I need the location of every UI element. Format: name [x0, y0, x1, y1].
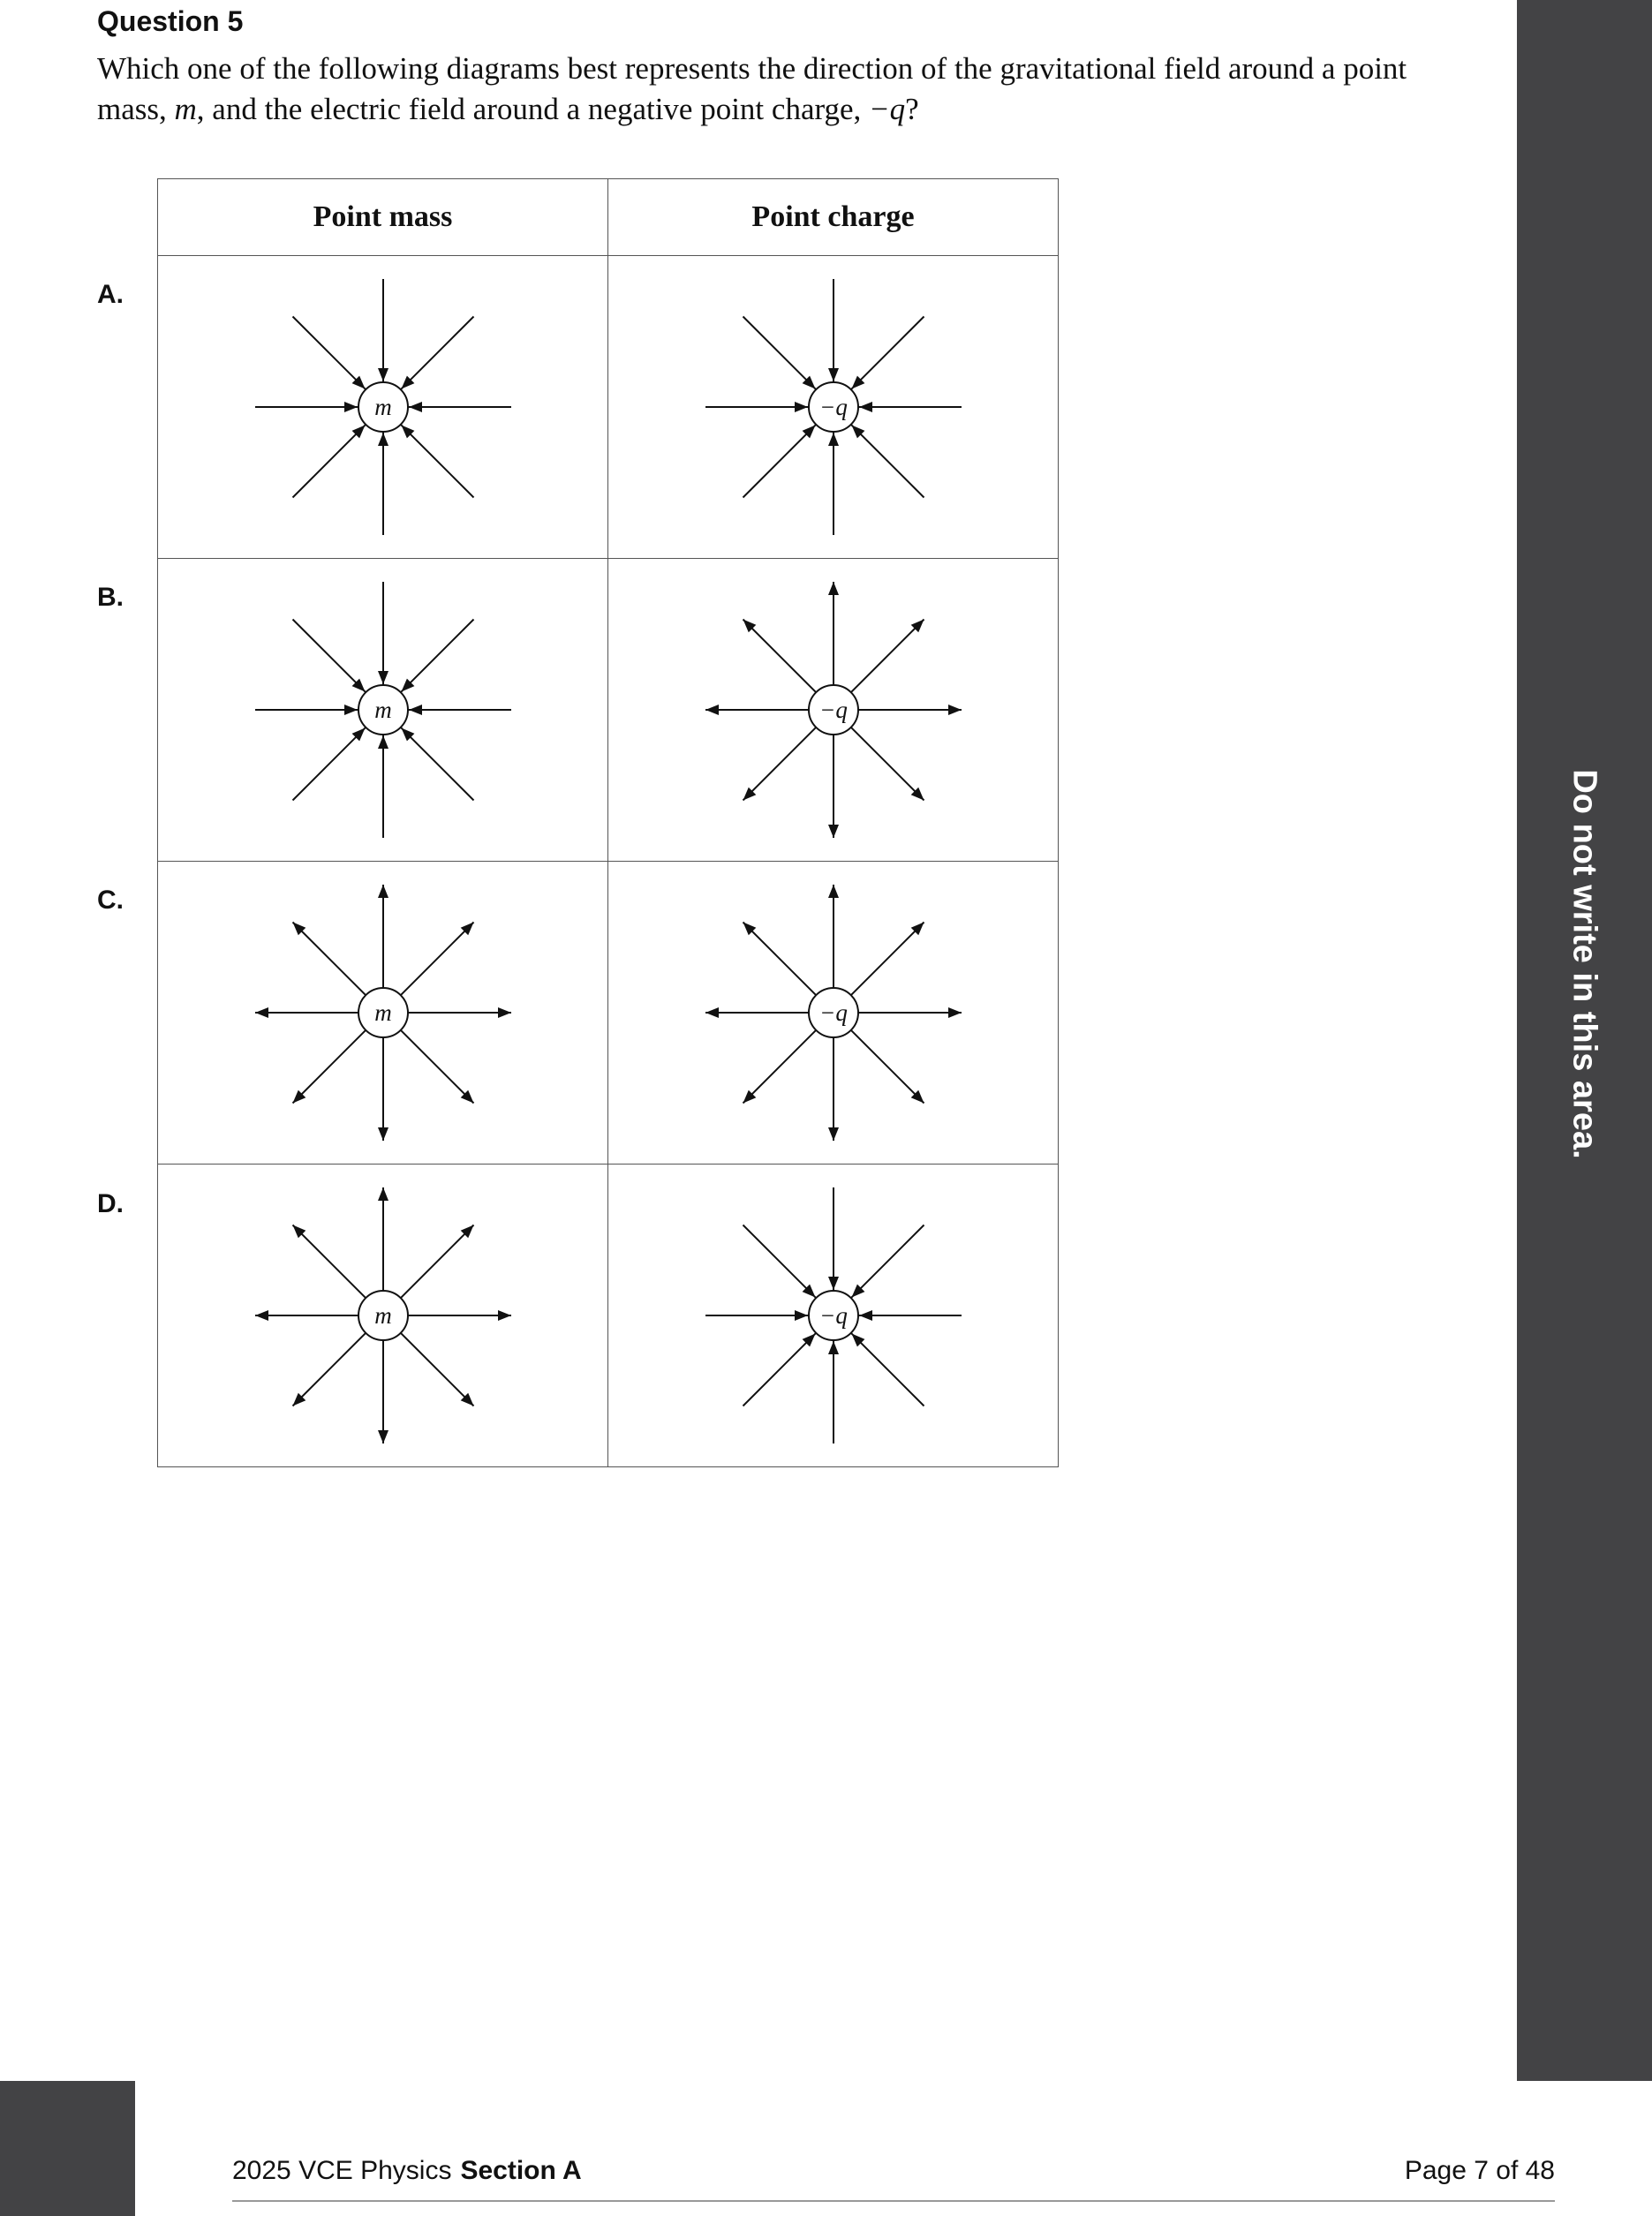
option-b-charge-cell: [608, 559, 1059, 862]
arrowhead-up: [828, 1277, 839, 1290]
option-a-letter: A.: [97, 280, 124, 309]
header-point-charge: Point charge: [608, 179, 1059, 256]
field-line-down-right: [850, 425, 924, 498]
field-line-up-left: [292, 923, 366, 996]
arrowhead-left: [705, 1007, 719, 1018]
field-line-down-left: [743, 425, 816, 498]
question-text: [97, 49, 1422, 130]
page-number: Page 7 of 48: [1404, 2156, 1555, 2185]
arrowhead-down: [828, 433, 839, 446]
field-line-up-right: [400, 1225, 473, 1299]
option-b-mass-cell: [158, 559, 608, 862]
field-line-down-left: [743, 1333, 816, 1406]
charge-label: −q: [818, 1302, 848, 1329]
arrowhead-up: [828, 885, 839, 898]
option-row-d: [158, 1165, 1059, 1467]
field-line-down-left: [292, 1030, 366, 1104]
option-a-mass-field-diagram: [242, 266, 524, 548]
field-line-down-right: [850, 1333, 924, 1406]
mass-label: m: [373, 697, 392, 723]
field-line-up-right: [400, 923, 473, 996]
field-line-up-left: [292, 317, 366, 390]
arrowhead-down: [828, 825, 839, 838]
option-c-charge-cell: [608, 862, 1059, 1165]
field-line-up-left: [743, 317, 816, 390]
field-line-up-right: [400, 317, 473, 390]
charge-label: −q: [818, 999, 848, 1026]
field-line-up-right: [850, 923, 924, 996]
do-not-write-notice: Do not write in this area.: [1565, 769, 1603, 1159]
field-line-down-left: [743, 1030, 816, 1104]
field-line-down-left: [292, 1333, 366, 1406]
charge-symbol: −q: [869, 92, 906, 126]
charge-label: −q: [818, 697, 848, 723]
option-c-mass-field-diagram: [242, 871, 524, 1154]
arrowhead-right: [859, 402, 872, 412]
arrowhead-down: [378, 735, 388, 749]
arrowhead-down: [378, 433, 388, 446]
arrowhead-up: [378, 885, 388, 898]
field-line-up-left: [292, 620, 366, 693]
footer-rule: [232, 2200, 1555, 2202]
option-a-mass-cell: [158, 256, 608, 559]
field-line-down-right: [400, 727, 473, 801]
option-c-mass-cell: [158, 862, 608, 1165]
arrowhead-left: [255, 1007, 268, 1018]
arrowhead-left: [255, 1310, 268, 1321]
footer-exam-name: 2025 VCE Physics: [232, 2156, 452, 2185]
field-line-up-left: [743, 923, 816, 996]
field-line-up-right: [850, 317, 924, 390]
question-text-part1: Which one of the following diagrams best represents the direction of the gravitational field around a point mass,: [97, 51, 1407, 126]
arrowhead-right: [498, 1310, 511, 1321]
footer-section: Section A: [460, 2156, 582, 2185]
arrowhead-left: [705, 705, 719, 715]
header-point-mass: Point mass: [158, 179, 608, 256]
arrowhead-up: [378, 1187, 388, 1201]
arrowhead-right: [498, 1007, 511, 1018]
option-d-charge-cell: [608, 1165, 1059, 1467]
field-line-down-right: [400, 1333, 473, 1406]
field-line-down-left: [292, 727, 366, 801]
field-line-down-left: [292, 425, 366, 498]
option-b-charge-field-diagram: [692, 569, 975, 851]
arrowhead-right: [409, 402, 422, 412]
field-line-down-left: [743, 727, 816, 801]
option-b-letter: B.: [97, 583, 124, 612]
mass-symbol: m: [174, 92, 197, 126]
arrowhead-right: [948, 705, 962, 715]
arrowhead-right: [859, 1310, 872, 1321]
arrowhead-down: [378, 1127, 388, 1141]
option-a-charge-field-diagram: [692, 266, 975, 548]
field-line-down-right: [850, 1030, 924, 1104]
arrowhead-right: [948, 1007, 962, 1018]
footer-exam-label: [232, 2156, 582, 2186]
field-line-up-left: [292, 1225, 366, 1299]
option-a-charge-cell: [608, 256, 1059, 559]
option-c-charge-field-diagram: [692, 871, 975, 1154]
option-b-mass-field-diagram: [242, 569, 524, 851]
option-d-letter: D.: [97, 1189, 124, 1218]
arrowhead-down: [828, 1127, 839, 1141]
arrowhead-up: [378, 671, 388, 684]
question-text-part3: ?: [905, 92, 919, 126]
mass-label: m: [373, 1302, 392, 1329]
option-d-mass-field-diagram: [242, 1174, 524, 1457]
field-line-up-right: [400, 620, 473, 693]
arrowhead-left: [795, 402, 808, 412]
arrowhead-up: [378, 368, 388, 381]
arrowhead-right: [409, 705, 422, 715]
arrowhead-left: [795, 1310, 808, 1321]
field-line-up-right: [850, 620, 924, 693]
option-c-letter: C.: [97, 886, 124, 915]
corner-block: [0, 2081, 135, 2216]
option-row-a: [158, 256, 1059, 559]
question-title: Question 5: [97, 5, 244, 37]
field-line-down-right: [400, 1030, 473, 1104]
option-row-c: [158, 862, 1059, 1165]
arrowhead-up: [828, 368, 839, 381]
arrowhead-left: [344, 402, 358, 412]
mass-label: m: [373, 394, 392, 420]
field-line-up-left: [743, 620, 816, 693]
field-line-down-right: [850, 727, 924, 801]
options-table: [157, 178, 1059, 1467]
field-line-up-right: [850, 1225, 924, 1299]
option-row-b: [158, 559, 1059, 862]
arrowhead-up: [828, 582, 839, 595]
option-d-mass-cell: [158, 1165, 608, 1467]
field-line-up-left: [743, 1225, 816, 1299]
charge-label: −q: [818, 394, 848, 420]
arrowhead-down: [378, 1430, 388, 1443]
question-text-part2: , and the electric field around a negative point charge,: [196, 92, 870, 126]
option-d-charge-field-diagram: [692, 1174, 975, 1457]
mass-label: m: [373, 999, 392, 1026]
arrowhead-down: [828, 1341, 839, 1354]
field-line-down-right: [400, 425, 473, 498]
arrowhead-left: [344, 705, 358, 715]
